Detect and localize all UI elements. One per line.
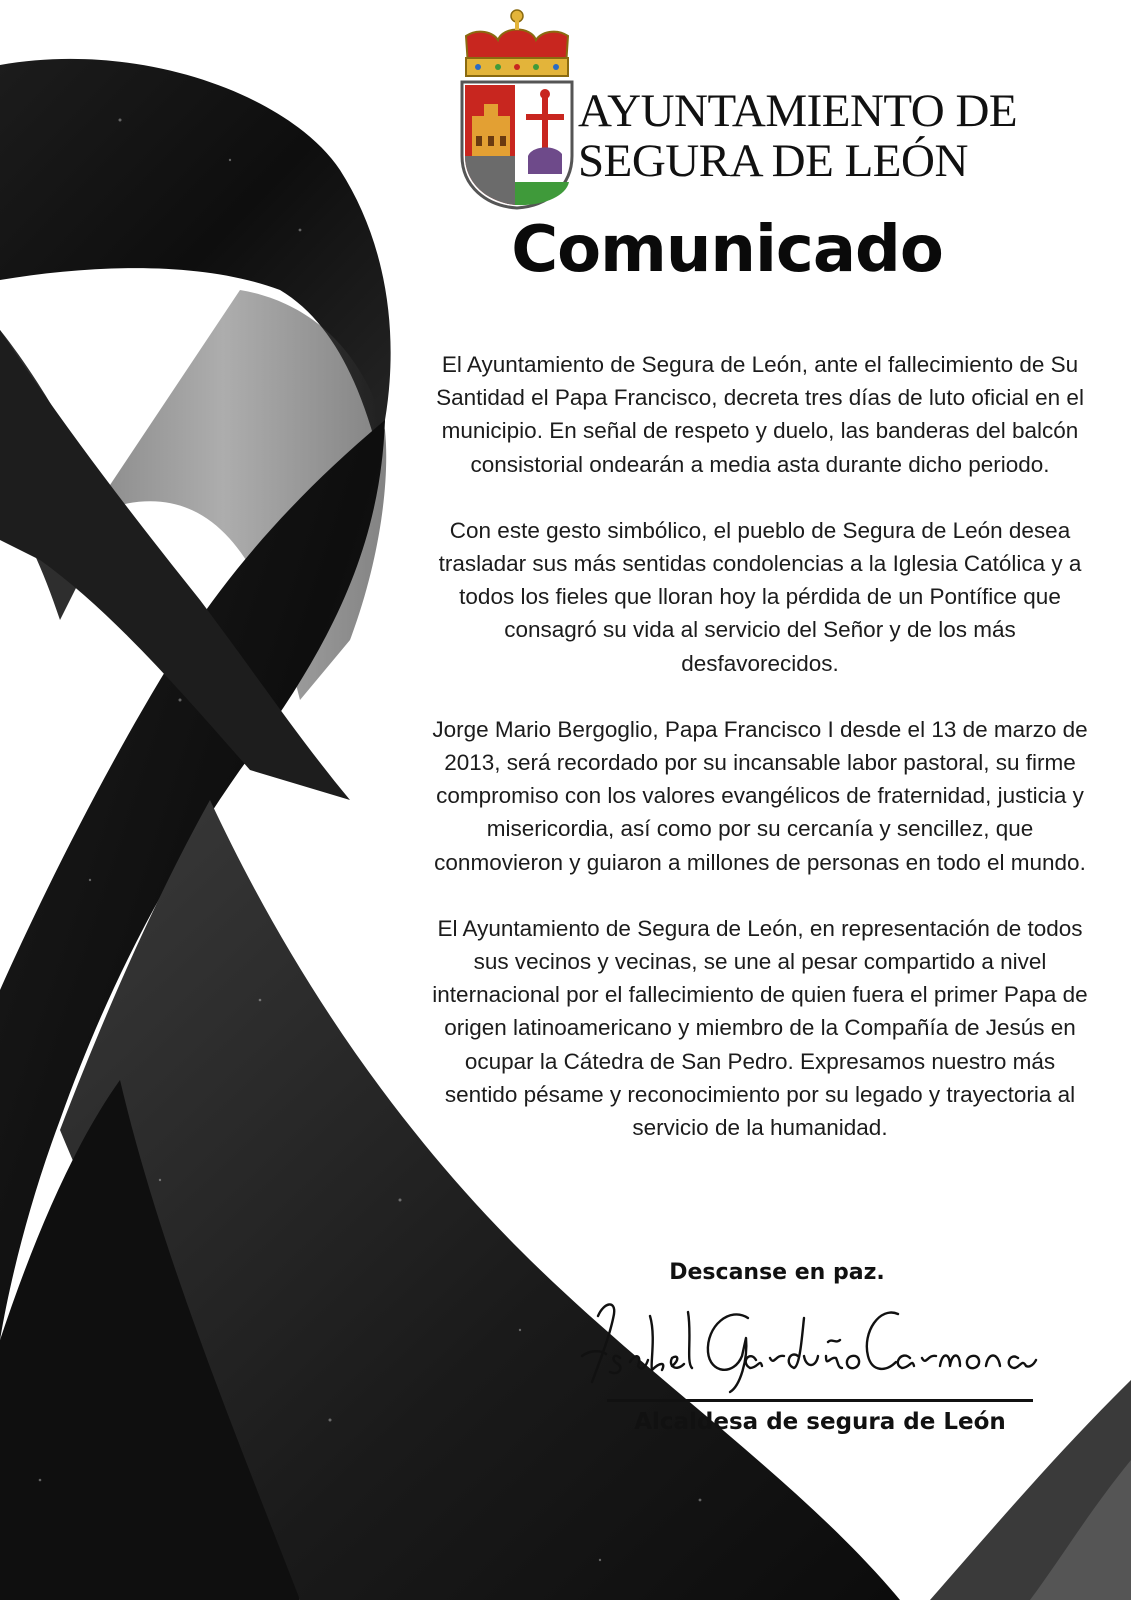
signer-title: Alcaldesa de segura de León (634, 1409, 1006, 1435)
page-title: Comunicado (511, 213, 943, 287)
paragraph-1: El Ayuntamiento de Segura de León, ante el fallecimiento de Su Santidad el Papa Francisco, decreta tres días de luto oficial en el municipio. En señal de respeto y duelo, las banderas del balcón consistorial ondearán a media asta durante dicho periodo. (436, 352, 1084, 477)
organization-name-line1: AYUNTAMIENTO DE (578, 85, 1018, 137)
signature-line (607, 1399, 1033, 1402)
handwritten-signature (580, 1296, 1040, 1396)
paragraph-3: Jorge Mario Bergoglio, Papa Francisco I desde el 13 de marzo de 2013, será recordado por su incansable labor pastoral, su firme compromiso con los valores evangélicos de fraternidad, justicia y misericordia, así como por su cercanía y sencillez, que conmovieron y guiaron a millones de personas en todo el mundo. (432, 716, 1088, 875)
closing-phrase: Descanse en paz. (669, 1260, 885, 1285)
organization-name (578, 86, 1038, 186)
paragraph-2: Con este gesto simbólico, el pueblo de Segura de León desea trasladar sus más sentidas condolencias a la Iglesia Católica y a todos los fieles que lloran hoy la pérdida de un Pontífice que consagró su vida al servicio del Señor y de los más desfavorecidos. (438, 517, 1082, 676)
communique-body (432, 348, 1088, 1177)
organization-name-line2: SEGURA DE LEÓN (578, 135, 968, 187)
coat-of-arms-icon (458, 6, 576, 210)
paragraph-4: El Ayuntamiento de Segura de León, en representación de todos sus vecinos y vecinas, se une al pesar compartido a nivel internacional por el fallecimiento de quien fuera el primer Papa de origen latinoamericano y miembro de la Compañía de Jesús en ocupar la Cátedra de San Pedro. Expresamos nuestro más sentido pésame y reconocimiento por su legado y trayectoria al servicio de la humanidad. (432, 915, 1088, 1141)
